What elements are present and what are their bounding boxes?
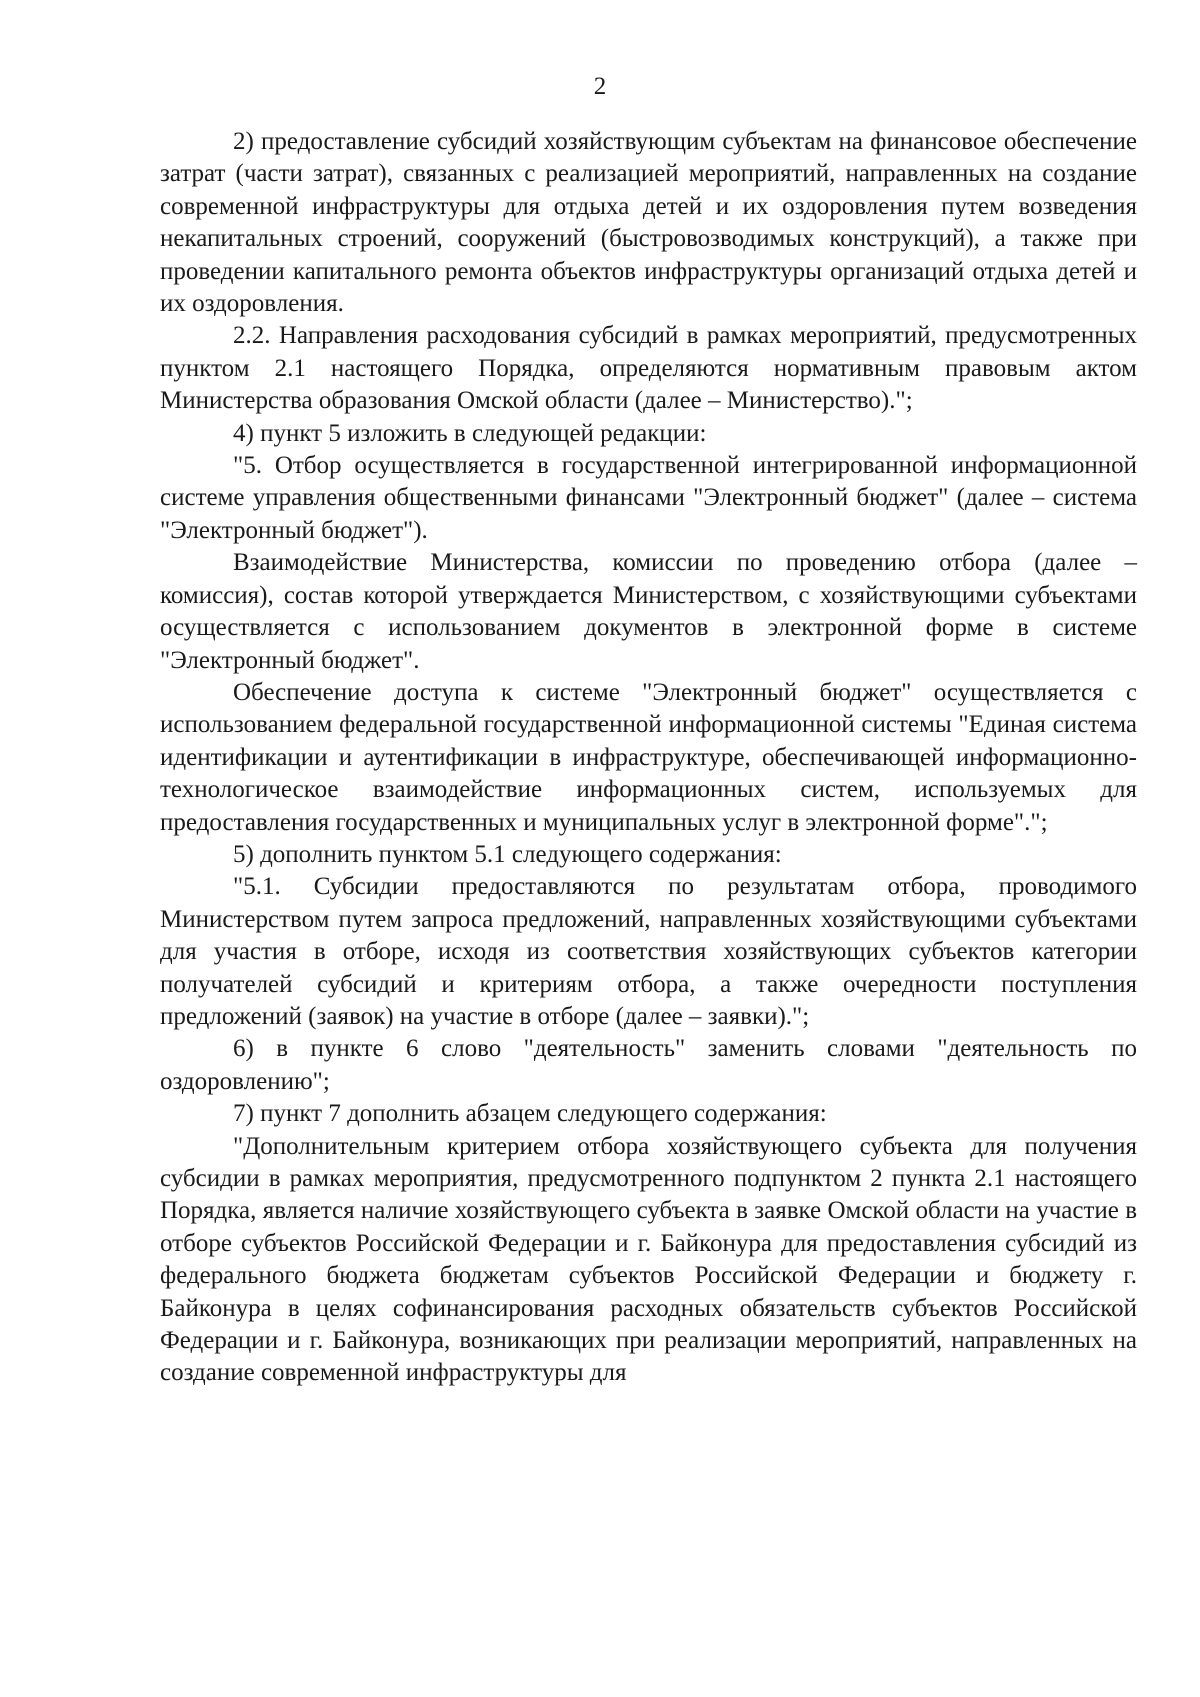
paragraph-interaction: Взаимодействие Министерства, комиссии по проведению отбора (далее – комиссия), состав которой утверждается Министерством, с хозяйствующими субъектами осуществляется с использованием документов в электронной форме в системе "Электронный бюджет". bbox=[160, 549, 1137, 674]
paragraph-amendment-4: 4) пункт 5 изложить в следующей редакции: bbox=[233, 419, 707, 447]
paragraph-2-2-spending-directions: 2.2. Направления расходования субсидий в рамках мероприятий, предусмотренных пунктом 2.1 настоящего Порядка, определяются нормативным правовым актом Министерства образования Омской области (далее – Министерство)."; bbox=[160, 322, 1137, 415]
paragraph-point-5-1: "5.1. Субсидии предоставляются по результатам отбора, проводимого Министерством путем запроса предложений, направленных хозяйствующими субъектами для участия в отборе, исходя из соответствия хозяйствующих субъектов категории получателей субсидий и критериям отбора, а также очередности поступления предложений (заявок) на участие в отборе (далее – заявки)."; bbox=[160, 873, 1137, 1030]
paragraph-amendment-7: 7) пункт 7 дополнить абзацем следующего содержания: bbox=[233, 1100, 827, 1128]
paragraph-point-5-selection: "5. Отбор осуществляется в государственной интегрированной информационной системе управления общественными финансами "Электронный бюджет" (далее – система "Электронный бюджет"). bbox=[160, 452, 1137, 544]
page-number: 2 bbox=[593, 73, 607, 100]
document-body bbox=[160, 126, 1137, 1390]
paragraph-additional-criterion: "Дополнительным критерием отбора хозяйствующего субъекта для получения субсидии в рамках мероприятия, предусмотренного подпунктом 2 пункта 2.1 настоящего Порядка, является наличие хозяйствующего субъекта в заявке Омской области на участие в отборе субъектов Российской Федерации и г. Байконура для предоставления субсидий из федерального бюджета бюджетам субъектов Российской Федерации и бюджету г. Байконура в целях софинансирования расходных обязательств субъектов Российской Федерации и г. Байконура, возникающих при реализации мероприятий, направленных на создание современной инфраструктуры для bbox=[160, 1132, 1137, 1387]
paragraph-amendment-5: 5) дополнить пунктом 5.1 следующего содержания: bbox=[233, 840, 782, 868]
paragraph-subsidies-purpose: 2) предоставление субсидий хозяйствующим субъектам на финансовое обеспечение затрат (части затрат), связанных с реализацией мероприятий, направленных на создание современной инфраструктуры для отдыха детей и их оздоровления путем возведения некапитальных строений, сооружений (быстровозводимых конструкций), а также при проведении капитального ремонта объектов инфраструктуры организаций отдыха детей и их оздоровления. bbox=[160, 128, 1137, 318]
paragraph-access: Обеспечение доступа к системе "Электронный бюджет" осуществляется с использованием федеральной государственной информационной системы "Единая система идентификации и аутентификации в инфраструктуре, обеспечивающей информационно-технологическое взаимодействие информационных систем, используемых для предоставления государственных и муниципальных услуг в электронной форме"."; bbox=[160, 678, 1137, 836]
paragraph-amendment-6: 6) в пункте 6 слово "деятельность" заменить словами "деятельность по оздоровлению"; bbox=[160, 1035, 1137, 1095]
